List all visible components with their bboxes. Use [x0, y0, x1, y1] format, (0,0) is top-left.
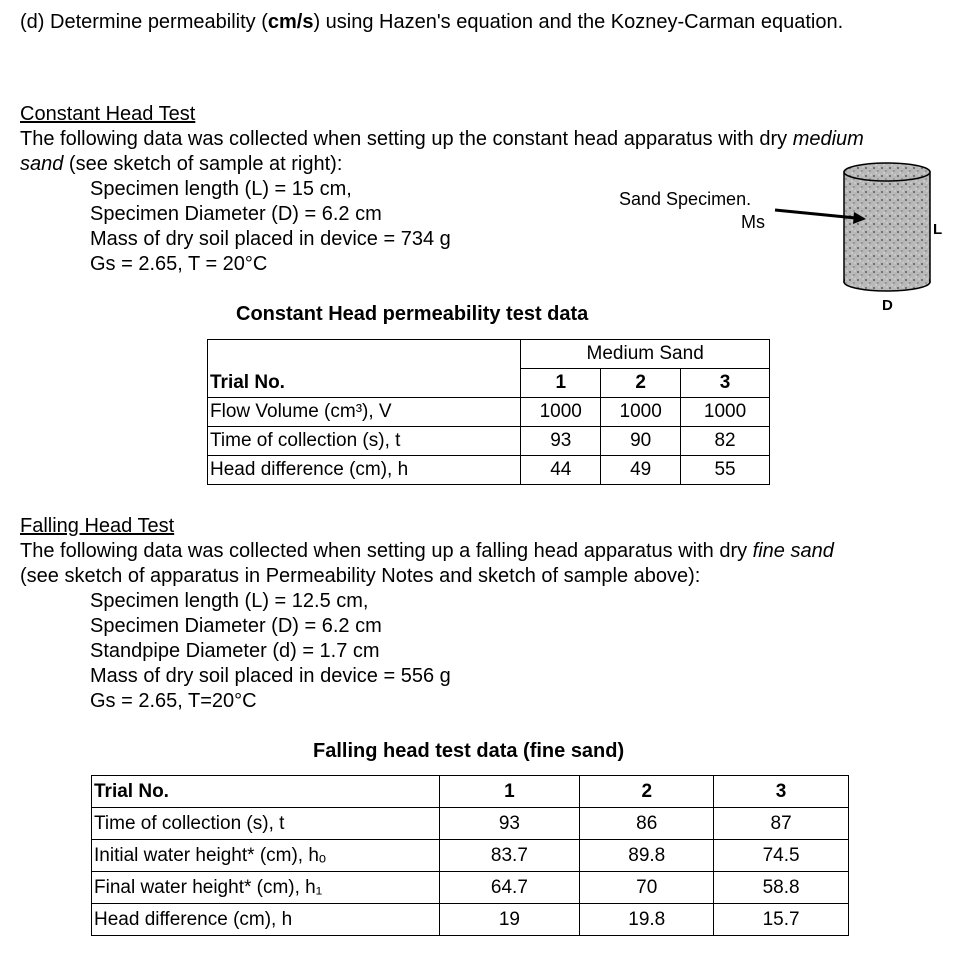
falling-head-intro-line2: (see sketch of apparatus in Permeability Notes and sketch of sample above):: [20, 565, 701, 587]
intro-text: The following data was collected when setting up a falling head apparatus with dry: [20, 540, 753, 562]
question-text: [20, 11, 843, 34]
table-cell: 55: [681, 456, 770, 485]
table-cell: 86: [580, 808, 714, 840]
table-group-header: Medium Sand: [521, 340, 770, 369]
constant-head-intro-line1: [20, 128, 864, 151]
sand-specimen-sketch: [760, 150, 960, 320]
table-group-header-row: [208, 340, 770, 369]
table-row-label: Time of collection (s), t: [92, 808, 440, 840]
table-header-cell: 1: [439, 776, 580, 808]
constant-head-table-title: Constant Head permeability test data: [236, 303, 589, 325]
falling-head-heading: Falling Head Test: [20, 515, 175, 537]
table-header-cell: Trial No.: [208, 369, 521, 398]
table-header-row: [208, 369, 770, 398]
fh-param-length: Specimen length (L) = 12.5 cm,: [90, 590, 369, 612]
table-header-cell: Trial No.: [92, 776, 440, 808]
table-row-label: Initial water height* (cm), hₒ: [92, 840, 440, 872]
table-cell: 58.8: [714, 872, 849, 904]
table-cell: 15.7: [714, 904, 849, 936]
table-row: [208, 427, 770, 456]
table-cell: 87: [714, 808, 849, 840]
constant-head-intro-line2: [20, 153, 342, 176]
table-header-cell: 3: [681, 369, 770, 398]
table-cell: 93: [521, 427, 601, 456]
constant-head-table: [207, 339, 770, 485]
ch-param-length: Specimen length (L) = 15 cm,: [90, 178, 352, 200]
intro-text: (see sketch of sample at right):: [63, 153, 343, 175]
table-header-cell: 3: [714, 776, 849, 808]
table-cell: 83.7: [439, 840, 580, 872]
table-row: [92, 904, 849, 936]
table-row: [92, 840, 849, 872]
table-row: [208, 398, 770, 427]
table-row-label: Head difference (cm), h: [208, 456, 521, 485]
sketch-length-label: L: [933, 221, 943, 238]
ch-param-mass: Mass of dry soil placed in device = 734 g: [90, 228, 451, 250]
table-header-cell: 2: [601, 369, 681, 398]
intro-italic: medium: [792, 128, 864, 150]
constant-head-heading: Constant Head Test: [20, 103, 196, 125]
table-cell: 19.8: [580, 904, 714, 936]
table-cell: 64.7: [439, 872, 580, 904]
cylinder-icon: [844, 163, 930, 291]
sketch-label-line2: Ms: [741, 212, 765, 232]
table-cell: 1000: [681, 398, 770, 427]
table-cell: 19: [439, 904, 580, 936]
table-blank-cell: [208, 340, 521, 369]
fh-param-standpipe: Standpipe Diameter (d) = 1.7 cm: [90, 640, 380, 662]
table-header-row: [92, 776, 849, 808]
sketch-label-line1: Sand Specimen.: [619, 189, 752, 209]
table-cell: 82: [681, 427, 770, 456]
table-cell: 93: [439, 808, 580, 840]
table-header-cell: 2: [580, 776, 714, 808]
question-suffix: ) using Hazen's equation and the Kozney-Carman equation.: [313, 11, 844, 33]
fh-param-gs-temp: Gs = 2.65, T=20°C: [90, 690, 257, 712]
table-row-label: Time of collection (s), t: [208, 427, 521, 456]
ch-param-diameter: Specimen Diameter (D) = 6.2 cm: [90, 203, 382, 225]
table-cell: 44: [521, 456, 601, 485]
intro-italic: fine sand: [752, 540, 834, 562]
table-row: [92, 872, 849, 904]
intro-italic: sand: [20, 153, 64, 175]
table-cell: 1000: [521, 398, 601, 427]
fh-param-diameter: Specimen Diameter (D) = 6.2 cm: [90, 615, 382, 637]
falling-head-table-title: Falling head test data (fine sand): [313, 740, 625, 762]
table-row: [208, 456, 770, 485]
falling-head-intro-line1: [20, 540, 834, 563]
fh-param-mass: Mass of dry soil placed in device = 556 g: [90, 665, 451, 687]
sketch-diameter-label: D: [882, 297, 893, 314]
table-row-label: Flow Volume (cm³), V: [208, 398, 521, 427]
table-cell: 89.8: [580, 840, 714, 872]
question-unit: cm/s: [267, 11, 314, 33]
table-cell: 1000: [601, 398, 681, 427]
table-row: [92, 808, 849, 840]
falling-head-table: [91, 775, 849, 936]
question-prefix: (d) Determine permeability (: [20, 11, 268, 33]
intro-text: The following data was collected when setting up the constant head apparatus with dry: [20, 128, 793, 150]
table-row-label: Final water height* (cm), h₁: [92, 872, 440, 904]
table-cell: 70: [580, 872, 714, 904]
table-cell: 49: [601, 456, 681, 485]
table-cell: 90: [601, 427, 681, 456]
ch-param-gs-temp: Gs = 2.65, T = 20°C: [90, 253, 268, 275]
table-cell: 74.5: [714, 840, 849, 872]
table-row-label: Head difference (cm), h: [92, 904, 440, 936]
table-header-cell: 1: [521, 369, 601, 398]
